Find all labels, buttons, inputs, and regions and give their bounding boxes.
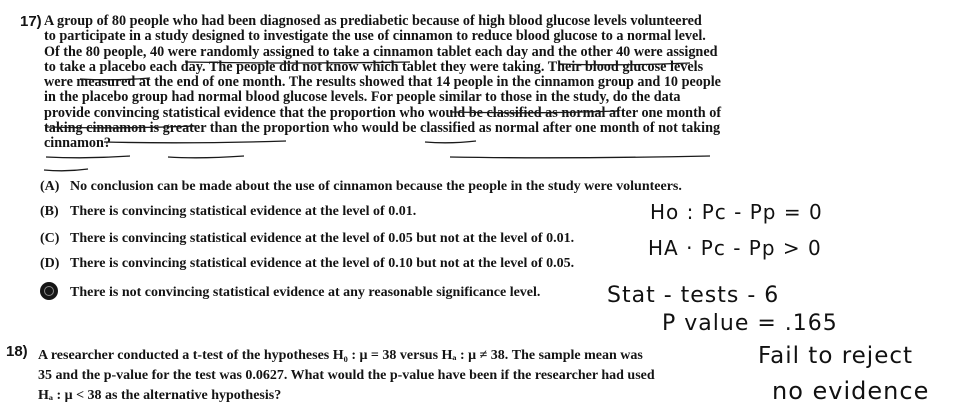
handwritten-p-value: P value = .165 [662,311,838,336]
stem-line: 35 and the p-value for the test was 0.0627. What would the p-value have been if the researcher had used [38,368,655,383]
stem-line: Of the 80 people, 40 were randomly assigned to take a cinnamon tablet each day and the other 40 were assigned [44,43,718,60]
question-18-number: 18) [6,343,28,360]
question-17-number: 17) [20,13,42,30]
option-letter: (B) [40,204,59,219]
option-c[interactable] [40,231,574,247]
handwritten-test-name: Stat - tests - 6 [607,283,780,308]
handwritten-conclusion-1: Fail to reject [758,343,914,369]
stem-line: taking cinnamon is greater than the proportion who would be classified as normal after one month of not taking [44,120,721,137]
stem-line: A researcher conducted a t-test of the hypotheses H₀ : μ = 38 versus Hₐ : μ ≠ 38. The sample mean was [38,348,643,363]
stem-line: to take a placebo each day. The people did not know which tablet they were taking. Their blood glucose levels [44,58,704,75]
option-text: No conclusion can be made about the use of cinnamon because the people in the study were volunteers. [70,179,682,194]
pen-underlines [0,0,970,180]
stem-line: to participate in a study designed to investigate the use of cinnamon to reduce blood glucose to a normal level. [44,28,706,45]
handwritten-conclusion-2: no evidence [772,377,930,405]
handwritten-alt-hypothesis: HA · Pc - Pp > 0 [648,236,822,260]
stem-line: Hₐ : μ < 38 as the alternative hypothesis? [38,388,282,403]
stem-line: were measured at the end of one month. The results showed that 14 people in the cinnamon group and 10 people [44,74,721,91]
option-d[interactable] [40,256,574,272]
filled-bubble-icon [40,282,58,300]
option-text: There is not convincing statistical evidence at any reasonable significance level. [70,285,541,300]
option-e-selected[interactable] [40,282,540,301]
question-18-stem [38,346,655,406]
option-letter: (D) [40,256,60,271]
handwritten-null-hypothesis: Ho : Pc - Pp = 0 [650,200,823,224]
stem-line: A group of 80 people who had been diagnosed as prediabetic because of high blood glucose levels volunteered [44,13,702,29]
option-text: There is convincing statistical evidence at the level of 0.01. [70,204,417,219]
option-a[interactable] [40,179,682,195]
option-letter: (C) [40,231,60,246]
option-b[interactable] [40,204,416,220]
option-letter: (A) [40,179,60,194]
option-text: There is convincing statistical evidence at the level of 0.10 but not at the level of 0.05. [70,256,575,271]
stem-line: cinnamon? [44,135,112,152]
stem-line: provide convincing statistical evidence that the proportion who would be classified as normal after one month of [44,104,722,121]
stem-line: in the placebo group had normal blood glucose levels. For people similar to those in the study, do the data [44,89,681,106]
option-text: There is convincing statistical evidence at the level of 0.05 but not at the level of 0.01. [70,231,575,246]
